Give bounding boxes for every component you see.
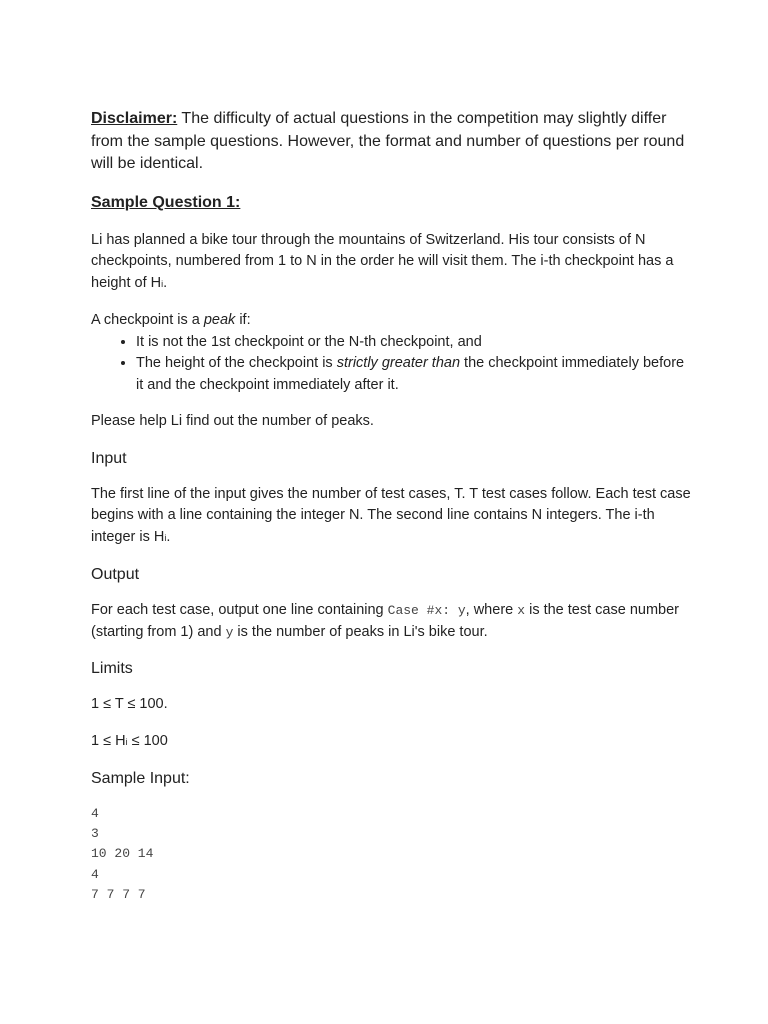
output-text-3: is the test case number (starting from 1) and [91,602,679,640]
intro-paragraph [91,230,691,296]
output-text-2: , where [465,602,518,618]
sample-input-line: 10 20 14 [91,846,154,862]
limit-t: 1 ≤ T ≤ 100. [91,696,168,712]
condition-2-emphasis: strictly greater than [336,355,461,371]
sample-input-heading: Sample Input: [91,770,190,787]
peak-word: peak [203,312,236,328]
list-item [136,332,691,354]
disclaimer-paragraph [91,108,691,176]
output-code-y: y [225,624,234,640]
input-subscript: i [164,532,167,543]
peak-definition [91,310,691,332]
intro-text: Li has planned a bike tour through the mountains of Switzerland. His tour consists of N checkpoints, numbered from 1 to N in the order he will visit them. The i-th checkpoint has a height of H [91,231,674,291]
condition-2-pre: The height of the checkpoint is [136,355,337,371]
help-paragraph: Please help Li find out the number of peaks. [91,413,374,429]
limit-h-pre: 1 ≤ H [91,732,126,749]
sample-input-line: 4 [91,806,99,821]
disclaimer-text: The difficulty of actual questions in the competition may slightly differ from the sample questions. However, the format and number of questions per round will be identical. [91,110,685,172]
sample-input-block [91,804,691,905]
output-text-1: For each test case, output one line containing [91,602,388,618]
sample-input-line: 3 [91,826,99,842]
output-paragraph [91,600,691,643]
peak-def-suffix: if: [235,312,251,328]
limit-h [91,731,691,754]
input-paragraph [91,484,691,550]
limit-h-subscript: i [125,736,128,747]
output-code-x: x [517,603,526,618]
peak-def-prefix: A checkpoint is a [91,312,204,328]
sample-input-line: 7 7 7 7 [91,886,146,902]
output-heading: Output [91,566,140,583]
intro-subscript: i [161,278,164,289]
list-item [136,353,691,396]
limit-h-post: ≤ 100 [127,732,168,749]
peak-conditions-list [91,332,691,397]
input-text: The first line of the input gives the number of test cases, T. T test cases follow. Each test case begins with a line containing the integer N. The second line contains N integers. The i-th integer is H [91,485,691,545]
input-text-end: . [166,528,171,545]
output-code-format: Case #x: y [387,603,466,618]
output-text-4: is the number of peaks in Li's bike tour. [233,623,488,640]
document-page [91,108,691,905]
condition-2-post: the checkpoint immediately before it and the checkpoint immediately after it. [136,355,685,393]
disclaimer-label: Disclaimer: [91,110,178,127]
input-heading: Input [91,449,127,467]
condition-1-text: It is not the 1st checkpoint or the N-th checkpoint, and [136,333,482,350]
limits-heading: Limits [91,660,133,677]
sample-input-line: 4 [91,866,99,882]
question-title: Sample Question 1: [91,193,241,211]
intro-text-end: . [163,274,168,291]
